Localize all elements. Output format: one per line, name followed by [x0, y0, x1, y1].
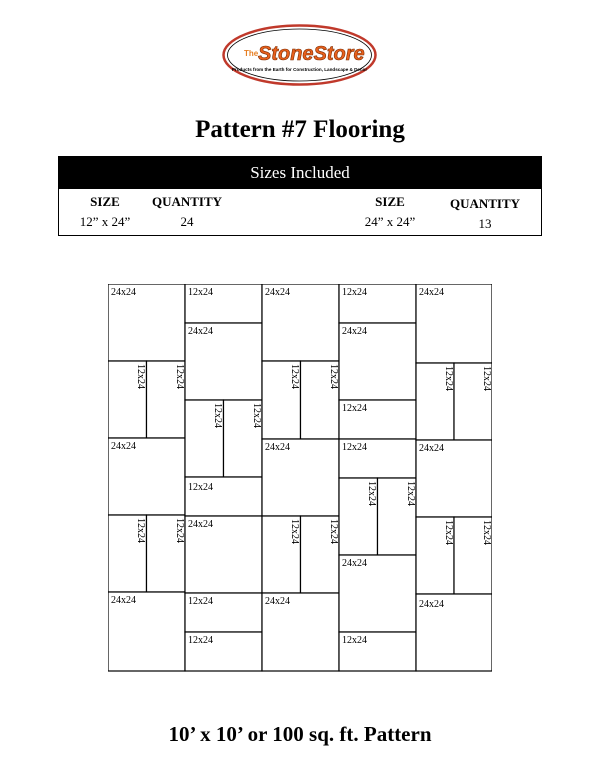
tile-label: 24x24 — [111, 287, 136, 298]
tile-label: 12x24 — [342, 635, 367, 646]
tile-label: 12x24 — [342, 287, 367, 298]
stone-store-logo — [222, 24, 377, 86]
quantity-label-1: QUANTITY — [151, 194, 223, 209]
tile-label: 24x24 — [265, 596, 290, 607]
tile-label: 24x24 — [111, 441, 136, 452]
logo-tagline: Products from the Earth for Construction, Landscape & Decor — [231, 67, 368, 72]
tile-label: 12x24 — [405, 481, 416, 506]
tile-label: 12x24 — [443, 366, 454, 391]
tile-label: 12x24 — [212, 403, 223, 428]
tile-label: 12x24 — [481, 520, 492, 545]
quantity-value-1: 24 — [180, 214, 194, 229]
quantity-column-2 — [445, 194, 525, 234]
tile-label: 12x24 — [174, 518, 185, 543]
tile-label: 24x24 — [419, 443, 444, 454]
tile-label: 24x24 — [419, 287, 444, 298]
pattern-area-caption: 10’ x 10’ or 100 sq. ft. Pattern — [168, 722, 432, 746]
tile-label: 24x24 — [265, 287, 290, 298]
tile-label: 12x24 — [328, 519, 339, 544]
size-value-2: 24” x 24” — [364, 214, 416, 229]
quantity-value-2: 13 — [478, 216, 492, 231]
sizes-table — [58, 156, 542, 236]
tile-label: 12x24 — [251, 403, 262, 428]
tile-label: 24x24 — [419, 599, 444, 610]
tile-label: 12x24 — [481, 366, 492, 391]
tile-label: 12x24 — [342, 442, 367, 453]
logo-the-text: The — [244, 49, 259, 58]
tile-label: 12x24 — [188, 635, 213, 646]
tile-label: 12x24 — [188, 482, 213, 493]
tile-label: 24x24 — [265, 442, 290, 453]
tile-label: 12x24 — [135, 364, 146, 389]
size-label-1: SIZE — [90, 194, 120, 209]
sizes-header: Sizes Included — [59, 157, 541, 189]
size-column-2 — [358, 192, 422, 232]
size-label-2: SIZE — [375, 194, 405, 209]
tile-pattern-plan — [108, 284, 492, 672]
tile-label: 12x24 — [174, 364, 185, 389]
page-title: Pattern #7 Flooring — [195, 116, 405, 143]
tile-label: 24x24 — [188, 519, 213, 530]
logo-wordmark: StoneStore — [258, 43, 365, 65]
tile-label: 12x24 — [366, 481, 377, 506]
tile-label: 24x24 — [342, 326, 367, 337]
tile-label: 12x24 — [188, 596, 213, 607]
quantity-label-2: QUANTITY — [449, 196, 521, 211]
tile-label: 12x24 — [443, 520, 454, 545]
quantity-column-1 — [147, 192, 227, 232]
tile-label: 12x24 — [188, 287, 213, 298]
tile-label: 12x24 — [342, 403, 367, 414]
tile-label: 24x24 — [111, 595, 136, 606]
tile-label: 12x24 — [135, 518, 146, 543]
tile-label: 24x24 — [188, 326, 213, 337]
tile-label: 12x24 — [328, 364, 339, 389]
size-value-1: 12” x 24” — [79, 214, 131, 229]
tile-label: 12x24 — [289, 364, 300, 389]
tile-label: 12x24 — [289, 519, 300, 544]
size-column-1 — [75, 192, 135, 232]
tile-label: 24x24 — [342, 558, 367, 569]
